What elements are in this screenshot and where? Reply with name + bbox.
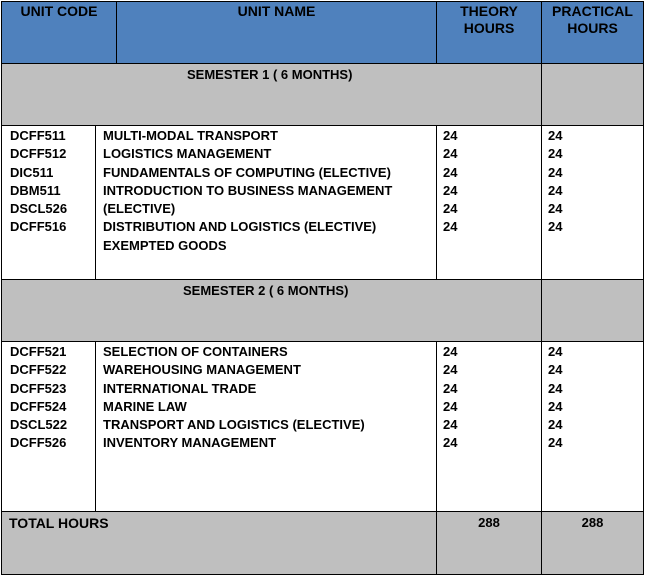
unit-code-cell: DCFF524 <box>10 398 67 414</box>
unit-code-cell: DCFF511 <box>10 128 66 143</box>
grid-line <box>541 1 542 575</box>
grid-line <box>643 1 644 575</box>
practical-hours-cell: 24 <box>548 146 563 162</box>
grid-line <box>1 279 644 280</box>
grid-line <box>436 125 437 279</box>
semester1-codes <box>10 127 67 237</box>
practical-hours-cell: 24 <box>548 362 563 378</box>
theory-hours-cell: 24 <box>443 435 458 451</box>
unit-name-cell: INTRODUCTION TO BUSINESS MANAGEMENT <box>103 182 393 198</box>
theory-hours-cell: 24 <box>443 344 458 359</box>
theory-hours-cell: 24 <box>443 164 458 180</box>
unit-code-cell: DCFF512 <box>10 146 67 162</box>
total-theory-hours: 288 <box>478 515 500 530</box>
unit-name-cell: FUNDAMENTALS OF COMPUTING (ELECTIVE) <box>103 164 391 180</box>
unit-code-cell: DCFF526 <box>10 435 67 451</box>
practical-hours-header: PRACTICAL HOURS <box>552 3 633 36</box>
unit-name-cell: SELECTION OF CONTAINERS <box>103 344 288 359</box>
semester1-theory <box>443 127 457 237</box>
total-practical-hours: 288 <box>581 515 604 530</box>
theory-hours-cell: 24 <box>443 398 458 414</box>
theory-hours-cell: 24 <box>443 219 458 235</box>
theory-hours-cell: 24 <box>443 128 458 143</box>
practical-hours-cell: 24 <box>548 182 563 198</box>
theory-hours-cell: 24 <box>443 201 458 217</box>
unit-code-cell: DSCL522 <box>10 417 68 433</box>
unit-code-cell: DSCL526 <box>10 201 68 217</box>
grid-line <box>1 341 644 342</box>
semester2-names <box>103 343 365 453</box>
semester2-theory <box>443 343 457 453</box>
grid-line <box>95 341 96 511</box>
total-hours-label: TOTAL HOURS <box>9 515 109 531</box>
theory-hours-header: THEORY HOURS <box>460 3 518 36</box>
unit-code-cell: DBM511 <box>10 182 61 198</box>
unit-name-header: UNIT NAME <box>237 3 316 19</box>
grid-line <box>1 574 644 575</box>
unit-code-cell: DCFF521 <box>10 344 67 359</box>
unit-code-cell: DIC511 <box>10 164 54 180</box>
semester2-practical <box>548 343 562 453</box>
unit-name-cell: INVENTORY MANAGEMENT <box>103 435 277 451</box>
grid-line <box>1 125 644 126</box>
practical-hours-cell: 24 <box>548 164 563 180</box>
grid-line <box>1 63 644 64</box>
practical-hours-cell: 24 <box>548 380 563 396</box>
unit-name-cell: WAREHOUSING MANAGEMENT <box>103 362 301 378</box>
practical-hours-cell: 24 <box>548 219 563 235</box>
practical-hours-cell: 24 <box>548 201 563 217</box>
unit-code-cell: DCFF516 <box>10 219 67 235</box>
semester1-practical <box>548 127 562 237</box>
grid-line <box>1 511 644 512</box>
grid-line <box>1 1 2 575</box>
unit-code-cell: DCFF522 <box>10 362 67 378</box>
theory-hours-cell: 24 <box>443 380 458 396</box>
unit-name-cell: TRANSPORT AND LOGISTICS (ELECTIVE) <box>103 417 365 433</box>
unit-code-header: UNIT CODE <box>20 3 98 19</box>
unit-name-cell: MARINE LAW <box>103 398 187 414</box>
theory-hours-cell: 24 <box>443 417 458 433</box>
unit-name-cell: (ELECTIVE) <box>103 201 176 217</box>
unit-code-cell: DCFF523 <box>10 380 67 396</box>
unit-name-cell: DISTRIBUTION AND LOGISTICS (ELECTIVE) <box>103 219 377 235</box>
theory-hours-cell: 24 <box>443 362 458 378</box>
practical-hours-cell: 24 <box>548 398 563 414</box>
unit-name-cell: MULTI-MODAL TRANSPORT <box>103 128 278 143</box>
practical-hours-cell: 24 <box>548 435 563 451</box>
unit-name-cell: INTERNATIONAL TRADE <box>103 380 257 396</box>
practical-hours-cell: 24 <box>548 128 563 143</box>
grid-line <box>436 341 437 574</box>
theory-hours-cell: 24 <box>443 146 458 162</box>
theory-hours-cell: 24 <box>443 182 458 198</box>
semester2-codes <box>10 343 67 453</box>
practical-hours-cell: 24 <box>548 417 563 433</box>
semester1-names <box>103 127 392 255</box>
grid-line <box>1 1 644 2</box>
semester2-title: SEMESTER 2 ( 6 MONTHS) <box>183 283 349 298</box>
practical-hours-cell: 24 <box>548 344 563 359</box>
grid-line <box>95 125 96 279</box>
unit-name-cell: LOGISTICS MANAGEMENT <box>103 146 272 162</box>
semester1-title: SEMESTER 1 ( 6 MONTHS) <box>187 67 353 82</box>
unit-name-cell: EXEMPTED GOODS <box>103 237 227 253</box>
